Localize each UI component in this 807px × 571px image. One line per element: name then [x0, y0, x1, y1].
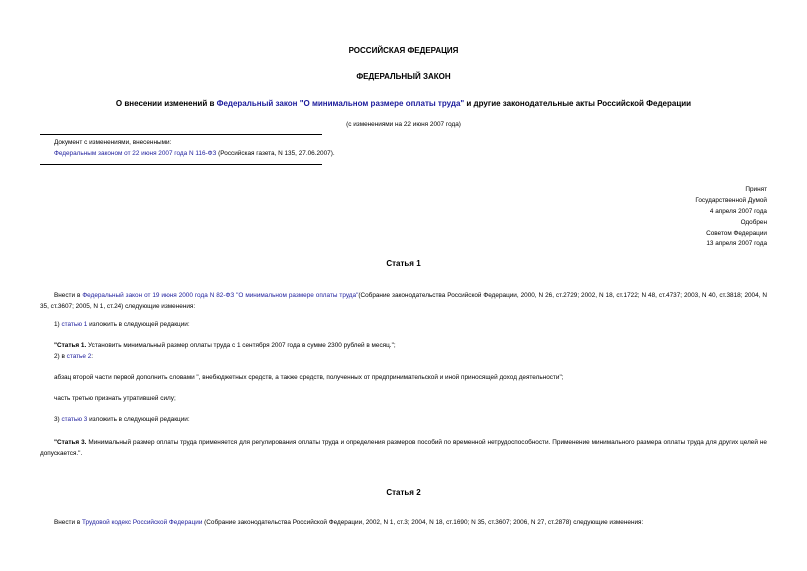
- adoption-line-3: 4 апреля 2007 года: [709, 208, 767, 215]
- article-2-intro-suffix: (Собрание законодательства Российской Федерации, 2002, N 1, ст.3; 2004, N 18, ст.1690; N 35, ст.3607; 2006, N 27, ст.2878) следующие изменения:: [202, 519, 644, 526]
- article-2-intro-prefix: Внести в: [54, 519, 82, 526]
- notice-bottom-divider: [40, 164, 322, 165]
- country-heading: РОССИЙСКАЯ ФЕДЕРАЦИЯ: [348, 46, 459, 55]
- quote-1-label: "Статья 1.: [54, 342, 87, 349]
- item-3-prefix: 3): [54, 416, 62, 423]
- adoption-line-5: Советом Федерации: [706, 230, 767, 237]
- quote-1-text: Установить минимальный размер оплаты труда с 1 сентября 2007 года в сумме 2300 рублей в месяц.";: [86, 342, 396, 349]
- amending-law-link[interactable]: Федеральным законом от 22 июня 2007 года N 116-ФЗ: [54, 150, 217, 157]
- adoption-line-4: Одобрен: [740, 219, 767, 226]
- amendment-note: (с изменениями на 22 июня 2007 года): [346, 121, 461, 128]
- article-2-link[interactable]: статье 2: [66, 353, 92, 360]
- article-1-item-2: [54, 353, 93, 360]
- article-3-link[interactable]: статью 3: [61, 416, 88, 423]
- article-1-quote-3: [40, 437, 767, 459]
- article-2-intro: [54, 519, 643, 526]
- item-3-suffix: изложить в следующей редакции:: [87, 416, 190, 423]
- law-title: [0, 99, 807, 108]
- article-1-item-3: [54, 416, 190, 423]
- quote-3-label: "Статья 3.: [54, 439, 87, 446]
- notice-line-1: Документ с изменениями, внесенными:: [54, 139, 172, 146]
- law-title-prefix: О внесении изменений в: [115, 99, 217, 108]
- adoption-line-2: Государственной Думой: [695, 197, 767, 204]
- quote-3-text: Минимальный размер оплаты труда применяется для регулирования оплаты труда и определения размеров пособий по временной нетрудоспособности. Применение минимального размера оплаты труда для других целей не допускается.".: [40, 439, 767, 457]
- article-1-intro-prefix: Внести в: [54, 292, 83, 299]
- item-1-prefix: 1): [54, 321, 62, 328]
- item-2-prefix: 2) в: [54, 353, 67, 360]
- item-1-suffix: изложить в следующей редакции:: [87, 321, 190, 328]
- adoption-line-1: Принят: [745, 186, 767, 193]
- article-1-paragraph-b: часть третью признать утратившей силу;: [54, 395, 176, 402]
- article-1-item-1: [54, 321, 190, 328]
- notice-source: (Российская газета, N 135, 27.06.2007).: [216, 150, 335, 157]
- article-1-heading: Статья 1: [386, 259, 421, 268]
- item-2-suffix: :: [91, 353, 94, 360]
- article-1-link[interactable]: статью 1: [61, 321, 88, 328]
- notice-line-2: [54, 150, 335, 157]
- law-type-heading: ФЕДЕРАЛЬНЫЙ ЗАКОН: [356, 72, 451, 81]
- article-1-quote-1: [54, 342, 396, 349]
- article-1-intro-suffix: (Собрание законодательства Российской Федерации, 2000, N 26, ст.2729; 2002, N 18, ст.1722; N 48, ст.4737; 2003, N 40, ст.3818; 2004, N 35, ст.3607; 2005, N 1, ст.24) следующие изменения:: [40, 292, 767, 310]
- minimum-wage-law-link[interactable]: Федеральный закон "О минимальном размере оплаты труда": [216, 99, 465, 108]
- article-2-heading: Статья 2: [386, 488, 421, 497]
- law-title-suffix: и другие законодательные акты Российской Федерации: [464, 99, 692, 108]
- labor-code-link[interactable]: Трудовой кодекс Российской Федерации: [81, 519, 203, 526]
- adoption-line-6: 13 апреля 2007 года: [706, 240, 767, 247]
- law-82fz-link[interactable]: Федеральный закон от 19 июня 2000 года N 82-ФЗ "О минимальном размере оплаты труда": [82, 292, 359, 299]
- article-1-paragraph-a: абзац второй части первой дополнить словами ", внебюджетных средств, а также средств, полученных от предпринимательской и иной приносящей доход деятельности";: [54, 374, 564, 381]
- notice-top-divider: [40, 134, 322, 135]
- article-1-intro: [40, 290, 767, 312]
